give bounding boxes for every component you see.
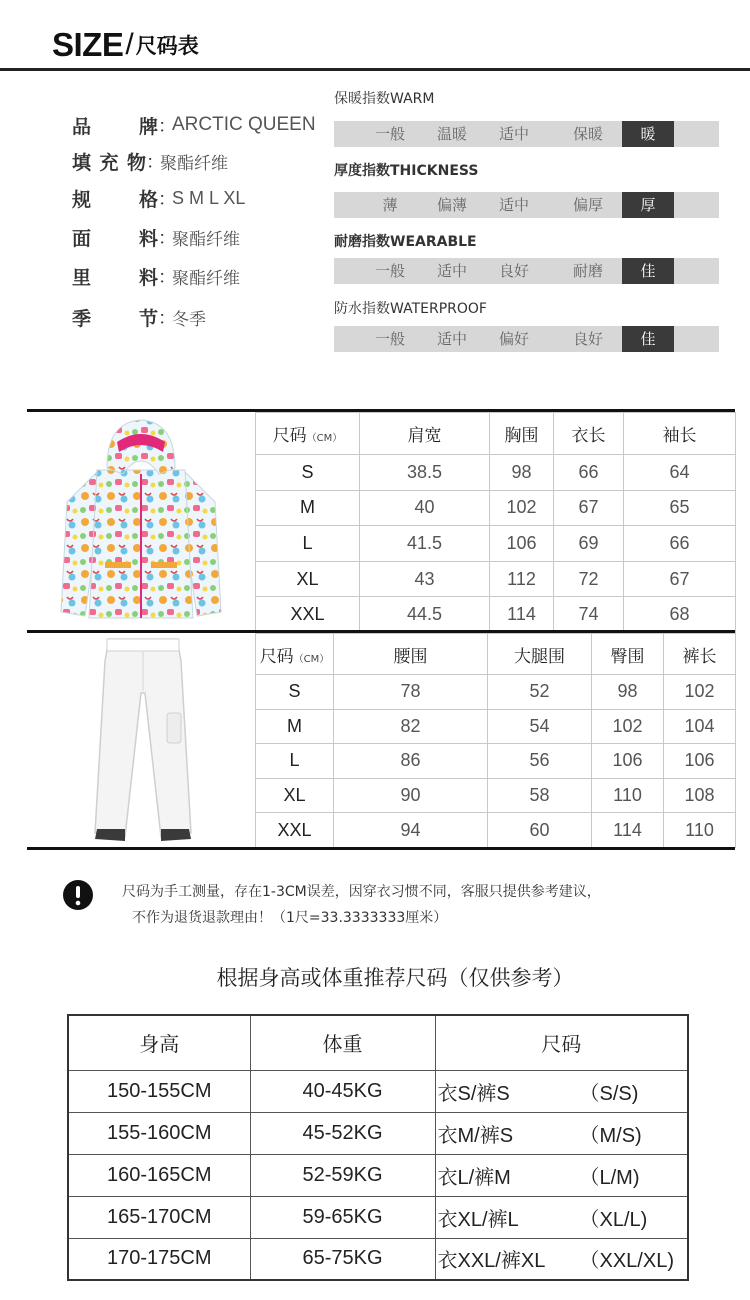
info-colon: ： <box>158 116 176 137</box>
info-key-char: 规 <box>72 188 92 211</box>
recommend-row <box>68 1112 688 1154</box>
measure-cell: 102 <box>664 675 736 710</box>
index-option-selected: 佳 <box>622 326 674 352</box>
measure-cell: 38.5 <box>360 455 490 491</box>
size-title-en: SIZE <box>52 26 124 63</box>
weight-cell: 40-45KG <box>250 1070 435 1112</box>
info-key <box>72 185 158 212</box>
info-value: 冬季 <box>172 309 206 330</box>
info-colon: ： <box>158 228 176 249</box>
info-key-char: 面 <box>72 227 92 250</box>
measure-cell: 102 <box>490 490 554 526</box>
info-row <box>72 110 316 140</box>
table-row <box>256 813 736 848</box>
size-text: 衣XXL/裤XL <box>437 1250 546 1273</box>
measure-cell: 58 <box>488 778 592 813</box>
recommend-row <box>68 1154 688 1196</box>
index-bar <box>334 121 719 147</box>
info-row <box>72 261 240 291</box>
size-text: 衣L/裤M <box>437 1166 511 1189</box>
size-title-cn: 尺码表 <box>135 34 199 58</box>
recommend-header-cell: 体重 <box>250 1015 435 1070</box>
index-option: 耐磨 <box>572 262 603 280</box>
info-value: ARCTIC QUEEN <box>172 114 316 135</box>
height-cell: 160-165CM <box>68 1154 250 1196</box>
table-row <box>256 709 736 744</box>
warning-icon <box>63 880 93 910</box>
measure-cell: 74 <box>554 597 624 633</box>
column-header: 袖长 <box>624 413 736 455</box>
size-text: 衣M/裤S <box>437 1124 514 1147</box>
weight-cell: 52-59KG <box>250 1154 435 1196</box>
height-cell: 155-160CM <box>68 1112 250 1154</box>
measure-cell: 82 <box>334 709 488 744</box>
size-cell <box>435 1154 688 1196</box>
info-key <box>72 112 158 139</box>
index-option: 偏薄 <box>436 196 467 214</box>
size-header-label: 尺码 <box>272 426 307 446</box>
table-row <box>256 526 736 562</box>
table-row <box>256 455 736 491</box>
index-option-selected: 佳 <box>622 258 674 284</box>
measure-cell: 114 <box>490 597 554 633</box>
info-key-char: 里 <box>72 266 92 289</box>
page-header <box>52 20 199 64</box>
jacket-size-table <box>255 412 736 633</box>
height-cell: 165-170CM <box>68 1196 250 1238</box>
info-key <box>72 224 158 251</box>
weight-cell: 59-65KG <box>250 1196 435 1238</box>
index-option: 一般 <box>374 262 405 280</box>
info-value: S M L XL <box>172 187 246 208</box>
column-header: 衣长 <box>554 413 624 455</box>
size-code: （XXL/XL) <box>579 1250 674 1273</box>
size-code: （S/S) <box>579 1082 639 1105</box>
measure-cell: 66 <box>554 455 624 491</box>
info-key-char: 季 <box>72 307 92 330</box>
measure-cell: 60 <box>488 813 592 848</box>
info-key-char: 填 <box>72 151 92 174</box>
header-divider <box>0 68 750 71</box>
measure-cell: 68 <box>624 597 736 633</box>
size-code: （M/S) <box>579 1124 642 1147</box>
weight-cell: 65-75KG <box>250 1238 435 1280</box>
index-option: 适中 <box>498 125 529 143</box>
index-option: 适中 <box>436 262 467 280</box>
info-colon: ： <box>158 189 176 210</box>
size-cell <box>435 1238 688 1280</box>
column-header: 臀围 <box>592 634 664 675</box>
measure-cell: 78 <box>334 675 488 710</box>
measure-cell: 110 <box>592 778 664 813</box>
table-row <box>256 597 736 633</box>
size-text: 衣XL/裤L <box>437 1208 519 1231</box>
index-option: 适中 <box>498 196 529 214</box>
recommend-header-cell: 身高 <box>68 1015 250 1070</box>
table-row <box>256 490 736 526</box>
measure-cell: 72 <box>554 561 624 597</box>
measure-cell: 69 <box>554 526 624 562</box>
info-row <box>72 222 240 252</box>
info-colon: ： <box>158 267 176 288</box>
index-option: 偏厚 <box>572 196 603 214</box>
recommend-header-cell: 尺码 <box>435 1015 688 1070</box>
index-title: 保暖指数WARM <box>334 91 435 107</box>
measure-cell: 104 <box>664 709 736 744</box>
index-bar <box>334 326 719 352</box>
size-header-label: 尺码 <box>259 646 294 667</box>
size-cell: L <box>256 744 334 779</box>
index-title: 厚度指数THICKNESS <box>334 163 479 179</box>
measure-cell: 90 <box>334 778 488 813</box>
info-value: 聚酯纤维 <box>172 229 240 250</box>
measure-cell: 94 <box>334 813 488 848</box>
height-cell: 150-155CM <box>68 1070 250 1112</box>
info-row <box>72 302 206 332</box>
info-key <box>72 263 158 290</box>
index-option: 温暖 <box>436 125 467 143</box>
measure-cell: 67 <box>554 490 624 526</box>
info-row <box>72 183 245 213</box>
size-cell: S <box>256 675 334 710</box>
size-cell <box>435 1112 688 1154</box>
notice-line-2: 不作为退货退款理由！（1尺=33.3333333厘米） <box>132 910 448 926</box>
table-header-row <box>256 634 736 675</box>
index-option: 适中 <box>436 330 467 348</box>
size-cell <box>435 1196 688 1238</box>
size-code: （XL/L) <box>579 1208 648 1231</box>
info-colon: ： <box>158 308 176 329</box>
index-title: 耐磨指数WEARABLE <box>334 234 477 250</box>
index-bar <box>334 258 719 284</box>
measure-cell: 98 <box>490 455 554 491</box>
recommend-table <box>67 1014 689 1281</box>
size-header-cell <box>256 634 334 675</box>
measure-cell: 110 <box>664 813 736 848</box>
measure-cell: 52 <box>488 675 592 710</box>
index-bar <box>334 192 719 218</box>
info-key <box>72 148 146 175</box>
column-header: 裤长 <box>664 634 736 675</box>
table-bottom-rule <box>27 847 735 850</box>
pants-image <box>27 633 255 847</box>
table-row <box>256 778 736 813</box>
measure-cell: 114 <box>592 813 664 848</box>
index-option: 一般 <box>374 125 405 143</box>
table-row <box>256 561 736 597</box>
recommend-title: 根据身高或体重推荐尺码（仅供参考） <box>216 966 574 990</box>
table-row <box>256 675 736 710</box>
index-title: 防水指数WATERPROOF <box>334 301 487 317</box>
jacket-image <box>27 412 255 632</box>
size-text: 衣S/裤S <box>437 1082 510 1105</box>
size-header-unit: （CM） <box>293 653 330 665</box>
column-header: 腰围 <box>334 634 488 675</box>
info-key-char: 品 <box>72 115 92 138</box>
column-header: 大腿围 <box>488 634 592 675</box>
measure-cell: 106 <box>664 744 736 779</box>
measure-cell: 43 <box>360 561 490 597</box>
measure-cell: 41.5 <box>360 526 490 562</box>
measure-cell: 64 <box>624 455 736 491</box>
info-key-char: 格 <box>138 188 158 211</box>
size-header-unit: （CM） <box>306 433 343 444</box>
index-option: 薄 <box>382 196 398 214</box>
recommend-row <box>68 1196 688 1238</box>
table-header-row <box>256 413 736 455</box>
measure-cell: 56 <box>488 744 592 779</box>
recommend-header-row <box>68 1015 688 1070</box>
title-slash: / <box>125 28 134 61</box>
recommend-row <box>68 1070 688 1112</box>
table-row <box>256 744 736 779</box>
info-key-char: 料 <box>138 266 158 289</box>
index-option-selected: 厚 <box>622 192 674 218</box>
size-cell: S <box>256 455 360 491</box>
index-option: 良好 <box>498 262 529 280</box>
measure-cell: 65 <box>624 490 736 526</box>
info-colon: ： <box>146 152 164 173</box>
measure-cell: 112 <box>490 561 554 597</box>
info-key-char: 物 <box>126 151 146 174</box>
measure-cell: 106 <box>592 744 664 779</box>
info-key-char: 料 <box>138 227 158 250</box>
size-cell: L <box>256 526 360 562</box>
height-cell: 170-175CM <box>68 1238 250 1280</box>
info-key <box>72 304 158 331</box>
measure-cell: 44.5 <box>360 597 490 633</box>
index-option: 偏好 <box>498 330 529 348</box>
measure-cell: 40 <box>360 490 490 526</box>
size-code: （L/M) <box>579 1166 640 1189</box>
index-option-selected: 暖 <box>622 121 674 147</box>
pants-size-table <box>255 633 736 848</box>
info-key-char: 牌 <box>138 115 158 138</box>
weight-cell: 45-52KG <box>250 1112 435 1154</box>
column-header: 胸围 <box>490 413 554 455</box>
size-cell: XXL <box>256 813 334 848</box>
measure-cell: 108 <box>664 778 736 813</box>
size-cell: M <box>256 709 334 744</box>
index-option: 一般 <box>374 330 405 348</box>
notice-line-1: 尺码为手工测量，存在1-3CM误差，因穿衣习惯不同，客服只提供参考建议， <box>122 884 601 900</box>
measure-cell: 102 <box>592 709 664 744</box>
column-header: 肩宽 <box>360 413 490 455</box>
info-value: 聚酯纤维 <box>160 153 228 174</box>
index-option: 良好 <box>572 330 603 348</box>
info-key-char: 节 <box>138 307 158 330</box>
measure-cell: 54 <box>488 709 592 744</box>
info-row <box>72 146 228 176</box>
measure-cell: 86 <box>334 744 488 779</box>
recommend-row <box>68 1238 688 1280</box>
measure-cell: 106 <box>490 526 554 562</box>
index-option: 保暖 <box>572 125 603 143</box>
info-value: 聚酯纤维 <box>172 268 240 289</box>
info-key-char: 充 <box>99 151 119 174</box>
size-cell: XL <box>256 778 334 813</box>
measure-cell: 66 <box>624 526 736 562</box>
size-cell: XXL <box>256 597 360 633</box>
size-cell <box>435 1070 688 1112</box>
measure-cell: 67 <box>624 561 736 597</box>
size-cell: M <box>256 490 360 526</box>
measure-cell: 98 <box>592 675 664 710</box>
size-header-cell <box>256 413 360 455</box>
size-cell: XL <box>256 561 360 597</box>
